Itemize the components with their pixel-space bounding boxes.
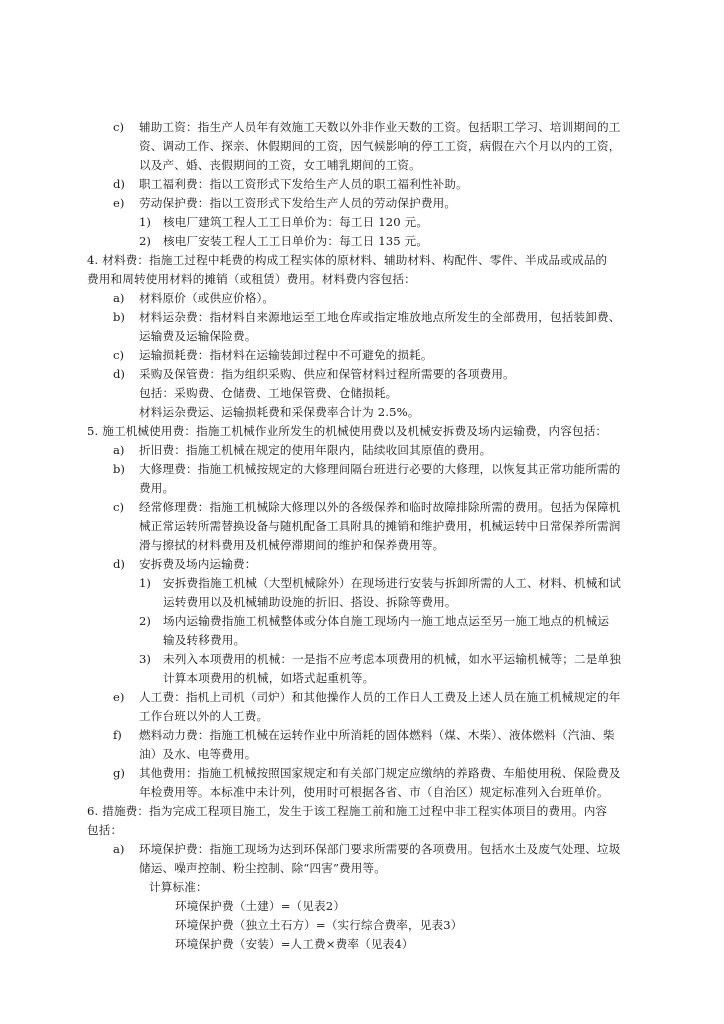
item-marker: a)	[113, 443, 125, 457]
item-marker: e)	[113, 196, 125, 210]
paragraph-line: 经常修理费：指施工机械除大修理以外的各级保养和临时故障排除所需的费用。包括为保障机	[139, 500, 621, 514]
item-marker: d)	[113, 367, 125, 381]
paragraph-line: 材料运杂费：指材料自来源地运至工地仓库或指定堆放地点所发生的全部费用，包括装卸费、	[139, 310, 621, 324]
paragraph-line: 材料原价（或供应价格）。	[139, 291, 275, 305]
subitem-marker: 2)	[139, 234, 151, 248]
paragraph-line: 包括：	[87, 823, 123, 837]
paragraph-line: 人工费：指机上司机（司炉）和其他操作人员的工作日人工费及上述人员在施工机械规定的年	[139, 690, 621, 704]
item-marker: c)	[113, 348, 125, 362]
section-heading-line: 5. 施工机械使用费：指施工机械作业所发生的机械使用费以及机械安拆费及场内运输费，内容包括：	[87, 424, 608, 438]
paragraph-line: 核电厂建筑工程人工工日单价为：每工日 120 元。	[163, 215, 429, 229]
calc-standard-label: 计算标准：	[149, 880, 208, 894]
paragraph-line: 油）及水、电等费用。	[139, 747, 257, 761]
subitem-marker: 3)	[139, 652, 151, 666]
paragraph-line: 劳动保护费：指以工资形式下发给生产人员的劳动保护费用。	[139, 196, 457, 210]
item-marker: c)	[113, 500, 125, 514]
paragraph-line: 核电厂安装工程人工工日单价为：每工日 135 元。	[163, 234, 429, 248]
subitem-marker: 1)	[139, 215, 151, 229]
paragraph-line: 费用。	[139, 481, 175, 495]
paragraph-line: 包括：采购费、仓储费、工地保管费、仓储损耗。	[139, 386, 398, 400]
paragraph-line: 折旧费：指施工机械在规定的使用年限内，陆续收回其原值的费用。	[139, 443, 492, 457]
paragraph-line: 滑与擦拭的材料费用及机械停滞期间的维护和保养费用等。	[139, 538, 445, 552]
paragraph-line: 其他费用：指施工机械按照国家规定和有关部门规定应缴纳的养路费、车船使用税、保险费及	[139, 766, 621, 780]
item-marker: d)	[113, 557, 125, 571]
paragraph-line: 未列入本项费用的机械：一是指不应考虑本项费用的机械，如水平运输机械等；二是单独	[163, 652, 622, 666]
paragraph-line: 运输损耗费：指材料在运输装卸过程中不可避免的损耗。	[139, 348, 433, 362]
item-marker: e)	[113, 690, 125, 704]
paragraph-line: 资、调动工作、探亲、休假期间的工资，因气候影响的停工工资，病假在六个月以内的工资，	[139, 139, 621, 153]
section-heading-line: 4. 材料费：指施工过程中耗费的构成工程实体的原材料、辅助材料、构配件、零件、半成品或成品的	[87, 253, 608, 267]
paragraph-line: 储运、噪声控制、粉尘控制、除“四害”费用等。	[139, 861, 387, 875]
item-marker: b)	[113, 310, 125, 324]
paragraph-line: 安拆费指施工机械（大型机械除外）在现场进行安装与拆卸所需的人工、材料、机械和试	[163, 576, 622, 590]
paragraph-line: 辅助工资：指生产人员年有效施工天数以外非作业天数的工资。包括职工学习、培训期间的工	[139, 120, 621, 134]
paragraph-line: 材料运杂费运、运输损耗费和采保费率合计为 2.5%。	[139, 405, 420, 419]
paragraph-line: 大修理费：指施工机械按规定的大修理间隔台班进行必要的大修理，以恢复其正常功能所需的	[139, 462, 621, 476]
paragraph-line: 运转费用以及机械辅助设施的折旧、搭设、拆除等费用。	[163, 595, 457, 609]
item-marker: b)	[113, 462, 125, 476]
paragraph-line: 工作台班以外的人工费。	[139, 709, 269, 723]
formula-line: 环境保护费（安装）=人工费×费率（见表4）	[175, 937, 414, 951]
paragraph-line: 环境保护费：指施工现场为达到环保部门要求所需要的各项费用。包括水土及废气处理、垃圾	[139, 842, 621, 856]
item-marker: a)	[113, 842, 125, 856]
section-heading-line: 6. 措施费：指为完成工程项目施工，发生于该工程施工前和施工过程中非工程实体项目的费用。内容	[87, 804, 608, 818]
subitem-marker: 2)	[139, 614, 151, 628]
paragraph-line: 安拆费及场内运输费：	[139, 557, 257, 571]
item-marker: g)	[113, 766, 125, 780]
paragraph-line: 输及转移费用。	[163, 633, 246, 647]
item-marker: d)	[113, 177, 125, 191]
paragraph-line: 运输费及运输保险费。	[139, 329, 257, 343]
paragraph-line: 燃料动力费：指施工机械在运转作业中所消耗的固体燃料（煤、木柴）、液体燃料（汽油、柴	[139, 728, 615, 742]
item-marker: c)	[113, 120, 125, 134]
formula-line: 环境保护费（独立土石方）=（实行综合费率，见表3）	[175, 918, 463, 932]
item-marker: f)	[113, 728, 122, 742]
paragraph-line: 计算本项费用的机械，如塔式起重机等。	[163, 671, 375, 685]
formula-line: 环境保护费（土建）=（见表2）	[175, 899, 346, 913]
paragraph-line: 职工福利费：指以工资形式下发给生产人员的职工福利性补助。	[139, 177, 468, 191]
subitem-marker: 1)	[139, 576, 151, 590]
paragraph-line: 场内运输费指施工机械整体或分体自施工现场内一施工地点运至另一施工地点的机械运	[163, 614, 610, 628]
paragraph-line: 采购及保管费：指为组织采购、供应和保管材料过程所需要的各项费用。	[139, 367, 515, 381]
paragraph-line: 费用和周转使用材料的摊销（或租赁）费用。材料费内容包括：	[87, 272, 416, 286]
paragraph-line: 年检费用等。本标准中未计列，使用时可根据各省、市（自治区）规定标准列入台班单价。	[139, 785, 609, 799]
paragraph-line: 械正常运转所需替换设备与随机配备工具附具的摊销和维护费用，机械运转中日常保养所需润	[139, 519, 621, 533]
item-marker: a)	[113, 291, 125, 305]
paragraph-line: 以及产、婚、丧假期间的工资，女工哺乳期间的工资。	[139, 158, 421, 172]
